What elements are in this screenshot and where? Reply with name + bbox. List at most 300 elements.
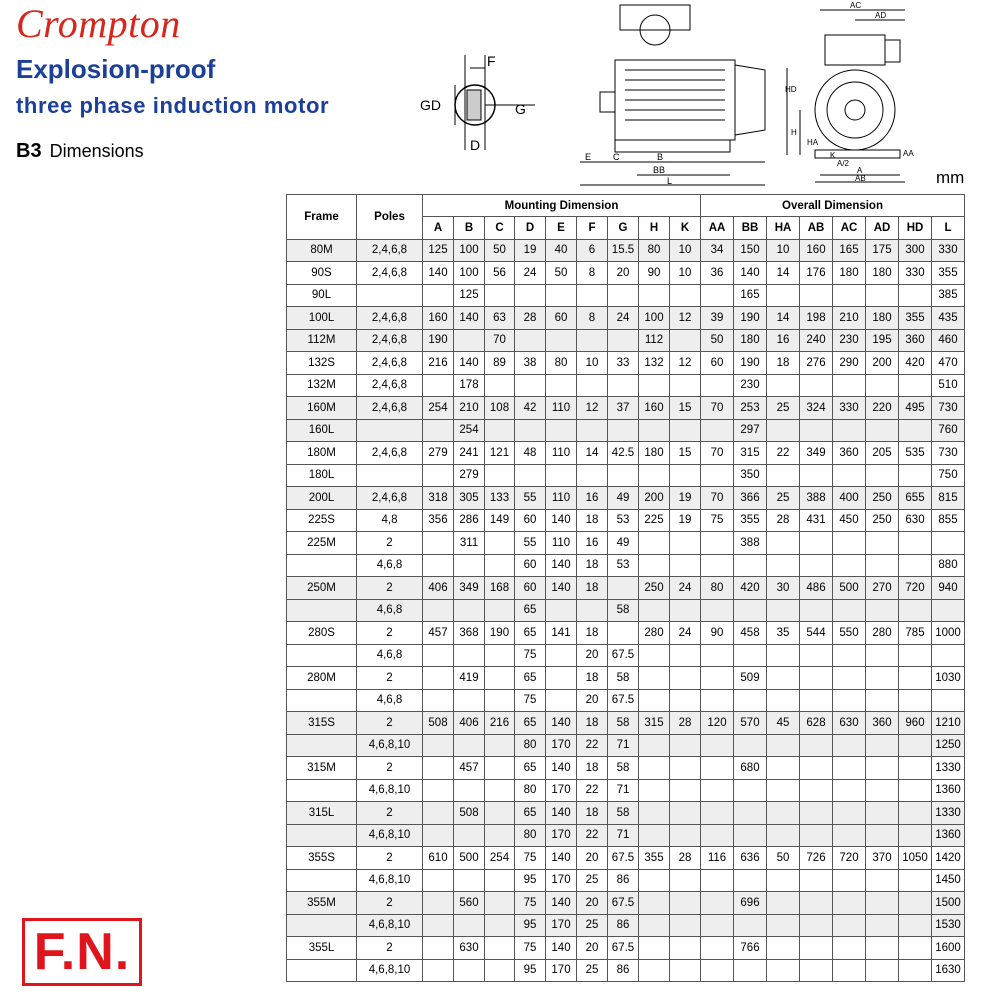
table-cell: 225S (287, 509, 357, 532)
table-cell: 70 (701, 397, 734, 420)
motor-side-view (575, 0, 780, 190)
table-cell: 636 (734, 847, 767, 870)
table-cell (899, 937, 932, 960)
table-cell (639, 464, 670, 487)
table-cell (701, 824, 734, 847)
table-cell (899, 914, 932, 937)
table-cell (670, 284, 701, 307)
table-cell (899, 464, 932, 487)
table-cell: 53 (608, 554, 639, 577)
table-cell (767, 959, 800, 982)
table-cell: 19 (515, 239, 546, 262)
table-cell: 75 (515, 937, 546, 960)
table-cell (423, 802, 454, 825)
table-cell (423, 644, 454, 667)
table-cell: 254 (485, 847, 515, 870)
table-cell: 24 (670, 577, 701, 600)
table-cell (833, 892, 866, 915)
table-cell: 140 (546, 757, 577, 780)
table-cell: 250 (639, 577, 670, 600)
table-row (287, 599, 965, 622)
table-cell (701, 464, 734, 487)
table-cell (833, 419, 866, 442)
table-cell (800, 667, 833, 690)
table-cell: 785 (899, 622, 932, 645)
table-cell: 49 (608, 487, 639, 510)
table-cell (866, 667, 899, 690)
table-cell: 510 (932, 374, 965, 397)
table-cell: 315L (287, 802, 357, 825)
table-row (287, 892, 965, 915)
table-cell: 460 (932, 329, 965, 352)
table-row (287, 419, 965, 442)
table-cell: 75 (515, 892, 546, 915)
table-cell: 190 (423, 329, 454, 352)
table-cell: 55 (515, 487, 546, 510)
table-cell: 2,4,6,8 (357, 262, 423, 285)
table-cell: 65 (515, 622, 546, 645)
header-poles: Poles (357, 195, 423, 240)
table-cell: 190 (485, 622, 515, 645)
table-cell (670, 802, 701, 825)
table-cell: 450 (833, 509, 866, 532)
table-cell: 1420 (932, 847, 965, 870)
table-cell: 855 (932, 509, 965, 532)
table-cell (287, 599, 357, 622)
table-cell (287, 734, 357, 757)
table-cell: 190 (734, 352, 767, 375)
table-cell: 216 (423, 352, 454, 375)
table-cell: 305 (454, 487, 485, 510)
table-cell (423, 734, 454, 757)
table-cell (767, 374, 800, 397)
table-cell: 140 (546, 509, 577, 532)
table-cell (546, 667, 577, 690)
table-cell: 349 (454, 577, 485, 600)
table-cell (546, 644, 577, 667)
table-cell: 125 (454, 284, 485, 307)
table-cell: 65 (515, 712, 546, 735)
table-cell: 140 (546, 712, 577, 735)
table-cell: 35 (767, 622, 800, 645)
table-cell: 1500 (932, 892, 965, 915)
table-cell: 71 (608, 734, 639, 757)
table-cell (670, 599, 701, 622)
table-row (287, 487, 965, 510)
end-label-a-half: A/2 (837, 159, 850, 168)
table-row (287, 937, 965, 960)
table-cell: 457 (423, 622, 454, 645)
table-cell: 470 (932, 352, 965, 375)
table-cell: 18 (577, 802, 608, 825)
table-cell (670, 374, 701, 397)
table-row (287, 824, 965, 847)
table-cell: 1450 (932, 869, 965, 892)
table-cell: 90 (639, 262, 670, 285)
table-cell (866, 284, 899, 307)
table-cell (546, 419, 577, 442)
table-cell (485, 667, 515, 690)
table-cell: 815 (932, 487, 965, 510)
table-cell (485, 419, 515, 442)
table-row (287, 869, 965, 892)
table-cell (899, 757, 932, 780)
side-label-l: L (667, 176, 673, 186)
table-cell: 180 (833, 262, 866, 285)
table-cell: 4,8 (357, 509, 423, 532)
table-cell (899, 599, 932, 622)
table-cell: 726 (800, 847, 833, 870)
table-cell (287, 689, 357, 712)
table-cell (485, 892, 515, 915)
table-row (287, 307, 965, 330)
table-cell: 140 (546, 577, 577, 600)
table-cell (866, 644, 899, 667)
table-cell: 22 (767, 442, 800, 465)
table-cell (932, 532, 965, 555)
table-cell (800, 914, 833, 937)
table-row (287, 667, 965, 690)
table-cell: 18 (577, 509, 608, 532)
table-cell: 132 (639, 352, 670, 375)
table-cell (701, 802, 734, 825)
table-cell: 324 (800, 397, 833, 420)
table-cell: 67.5 (608, 937, 639, 960)
table-cell (833, 554, 866, 577)
table-cell (670, 734, 701, 757)
table-cell: 225M (287, 532, 357, 555)
table-cell: 730 (932, 397, 965, 420)
table-cell (833, 374, 866, 397)
table-cell: 2,4,6,8 (357, 487, 423, 510)
table-cell: 2,4,6,8 (357, 352, 423, 375)
table-cell: 20 (577, 937, 608, 960)
table-cell: 280S (287, 622, 357, 645)
table-cell (423, 869, 454, 892)
table-cell (287, 554, 357, 577)
table-cell (734, 869, 767, 892)
table-cell (767, 554, 800, 577)
table-cell (670, 464, 701, 487)
table-cell (577, 419, 608, 442)
table-cell (670, 914, 701, 937)
table-cell: 112 (639, 329, 670, 352)
side-label-e: E (585, 152, 592, 162)
table-cell: 100 (454, 239, 485, 262)
table-cell: 385 (932, 284, 965, 307)
table-cell: 297 (734, 419, 767, 442)
table-row (287, 712, 965, 735)
table-cell (899, 959, 932, 982)
table-cell: 40 (546, 239, 577, 262)
table-cell: 509 (734, 667, 767, 690)
table-row (287, 914, 965, 937)
table-row (287, 577, 965, 600)
table-cell (608, 577, 639, 600)
header-col-ab: AB (800, 217, 833, 240)
table-cell: 2 (357, 622, 423, 645)
table-cell (833, 802, 866, 825)
table-cell: 30 (767, 577, 800, 600)
table-cell (767, 667, 800, 690)
table-cell: 570 (734, 712, 767, 735)
table-cell (454, 734, 485, 757)
table-row (287, 802, 965, 825)
table-cell: 42.5 (608, 442, 639, 465)
table-cell: 45 (767, 712, 800, 735)
table-cell: 25 (577, 914, 608, 937)
table-cell: 1050 (899, 847, 932, 870)
table-cell: 4,6,8,10 (357, 914, 423, 937)
table-cell (423, 284, 454, 307)
table-cell (423, 667, 454, 690)
table-cell: 100 (454, 262, 485, 285)
table-cell: 71 (608, 824, 639, 847)
table-cell: 140 (546, 847, 577, 870)
table-cell (800, 779, 833, 802)
table-cell (734, 554, 767, 577)
table-cell: 253 (734, 397, 767, 420)
table-cell (485, 554, 515, 577)
table-cell: 18 (577, 577, 608, 600)
table-cell: 4,6,8,10 (357, 824, 423, 847)
end-label-ad: AD (875, 11, 887, 20)
shaft-label-gd: GD (420, 97, 441, 113)
table-row (287, 352, 965, 375)
table-cell (932, 689, 965, 712)
table-cell: 160 (423, 307, 454, 330)
product-subtitle: three phase induction motor (16, 93, 330, 118)
table-cell: 290 (833, 352, 866, 375)
table-cell (454, 689, 485, 712)
table-cell (670, 937, 701, 960)
table-cell (639, 959, 670, 982)
table-cell: 67.5 (608, 689, 639, 712)
table-cell (485, 824, 515, 847)
table-cell (734, 734, 767, 757)
table-cell (866, 374, 899, 397)
header-frame: Frame (287, 195, 357, 240)
table-cell (800, 554, 833, 577)
table-cell: 250 (866, 487, 899, 510)
shaft-diagram (415, 50, 555, 160)
table-cell (608, 464, 639, 487)
table-cell: 80 (515, 734, 546, 757)
table-cell: 160 (639, 397, 670, 420)
table-cell (546, 599, 577, 622)
header-col-hd: HD (899, 217, 932, 240)
side-label-b: B (657, 152, 664, 162)
table-cell (866, 532, 899, 555)
table-cell: 279 (454, 464, 485, 487)
table-cell: 240 (800, 329, 833, 352)
table-cell (485, 959, 515, 982)
table-cell (287, 644, 357, 667)
table-cell: 750 (932, 464, 965, 487)
table-cell (670, 667, 701, 690)
table-cell (546, 329, 577, 352)
table-cell (767, 599, 800, 622)
table-cell: 560 (454, 892, 485, 915)
table-cell (701, 937, 734, 960)
table-cell (800, 892, 833, 915)
table-cell (485, 374, 515, 397)
table-cell (899, 554, 932, 577)
table-cell: 42 (515, 397, 546, 420)
table-cell (800, 419, 833, 442)
header-col-aa: AA (701, 217, 734, 240)
table-cell: 90S (287, 262, 357, 285)
table-cell: 250M (287, 577, 357, 600)
table-cell (454, 599, 485, 622)
table-cell (767, 734, 800, 757)
table-cell (767, 914, 800, 937)
table-cell (899, 667, 932, 690)
table-cell (866, 869, 899, 892)
table-cell (734, 599, 767, 622)
table-cell: 1330 (932, 802, 965, 825)
table-row (287, 689, 965, 712)
table-cell: 24 (670, 622, 701, 645)
header-col-b: B (454, 217, 485, 240)
table-cell (701, 959, 734, 982)
table-cell (800, 644, 833, 667)
table-cell (701, 689, 734, 712)
table-cell: 178 (454, 374, 485, 397)
table-cell (701, 757, 734, 780)
table-row (287, 239, 965, 262)
table-cell (800, 869, 833, 892)
table-cell (866, 734, 899, 757)
table-cell (287, 779, 357, 802)
table-cell: 110 (546, 442, 577, 465)
table-row (287, 509, 965, 532)
table-cell: 175 (866, 239, 899, 262)
table-cell: 2 (357, 532, 423, 555)
table-cell: 15 (670, 397, 701, 420)
table-cell (767, 532, 800, 555)
table-cell: 150 (734, 239, 767, 262)
table-cell (639, 532, 670, 555)
table-cell: 880 (932, 554, 965, 577)
table-cell: 280 (866, 622, 899, 645)
table-cell (515, 329, 546, 352)
table-cell: 4,6,8 (357, 554, 423, 577)
table-cell: 60 (515, 577, 546, 600)
table-cell: 1250 (932, 734, 965, 757)
table-cell (932, 644, 965, 667)
header-overall-dimension: Overall Dimension (701, 195, 965, 217)
table-cell (423, 914, 454, 937)
table-cell: 1630 (932, 959, 965, 982)
table-cell (734, 959, 767, 982)
table-cell (701, 914, 734, 937)
table-cell: 24 (515, 262, 546, 285)
table-cell (734, 824, 767, 847)
table-cell: 19 (670, 509, 701, 532)
table-cell: 508 (454, 802, 485, 825)
table-cell (485, 869, 515, 892)
table-cell (800, 937, 833, 960)
table-cell: 86 (608, 959, 639, 982)
dimensions-table (286, 194, 965, 982)
table-cell (833, 284, 866, 307)
end-label-ac: AC (850, 1, 862, 10)
table-cell: 50 (767, 847, 800, 870)
table-cell (701, 554, 734, 577)
table-cell: 28 (670, 847, 701, 870)
table-cell: 457 (454, 757, 485, 780)
header-col-c: C (485, 217, 515, 240)
table-cell: 67.5 (608, 892, 639, 915)
table-cell: 12 (670, 307, 701, 330)
table-cell: 86 (608, 869, 639, 892)
table-cell: 435 (932, 307, 965, 330)
table-cell (577, 284, 608, 307)
header-col-d: D (515, 217, 546, 240)
table-cell (485, 802, 515, 825)
table-cell (454, 959, 485, 982)
table-cell: 360 (833, 442, 866, 465)
table-cell (767, 689, 800, 712)
table-cell: 63 (485, 307, 515, 330)
table-cell: 18 (577, 554, 608, 577)
table-cell: 16 (577, 487, 608, 510)
table-cell: 2 (357, 802, 423, 825)
table-cell (701, 532, 734, 555)
table-row (287, 464, 965, 487)
table-cell: 70 (485, 329, 515, 352)
mounting-label: Dimensions (49, 141, 144, 161)
table-cell: 276 (800, 352, 833, 375)
table-cell: 165 (734, 284, 767, 307)
table-cell (866, 914, 899, 937)
table-cell: 14 (577, 442, 608, 465)
table-cell (767, 892, 800, 915)
table-cell (423, 757, 454, 780)
table-cell: 80 (515, 824, 546, 847)
table-cell: 4,6,8,10 (357, 959, 423, 982)
header-col-h: H (639, 217, 670, 240)
table-cell (833, 734, 866, 757)
table-cell (701, 284, 734, 307)
table-cell: 58 (608, 802, 639, 825)
table-cell (608, 622, 639, 645)
table-cell: 250 (866, 509, 899, 532)
table-cell (546, 284, 577, 307)
table-cell (701, 667, 734, 690)
table-cell: 356 (423, 509, 454, 532)
table-cell: 2 (357, 667, 423, 690)
table-cell: 241 (454, 442, 485, 465)
table-cell: 22 (577, 824, 608, 847)
table-cell (800, 959, 833, 982)
table-cell: 630 (899, 509, 932, 532)
table-cell (639, 734, 670, 757)
table-cell (767, 824, 800, 847)
table-cell: 311 (454, 532, 485, 555)
table-cell (515, 374, 546, 397)
table-cell (866, 554, 899, 577)
table-cell (833, 464, 866, 487)
table-cell: 388 (734, 532, 767, 555)
table-cell (485, 757, 515, 780)
table-cell: 86 (608, 914, 639, 937)
table-cell (639, 869, 670, 892)
table-cell: 2,4,6,8 (357, 374, 423, 397)
table-cell (485, 914, 515, 937)
table-cell (423, 532, 454, 555)
